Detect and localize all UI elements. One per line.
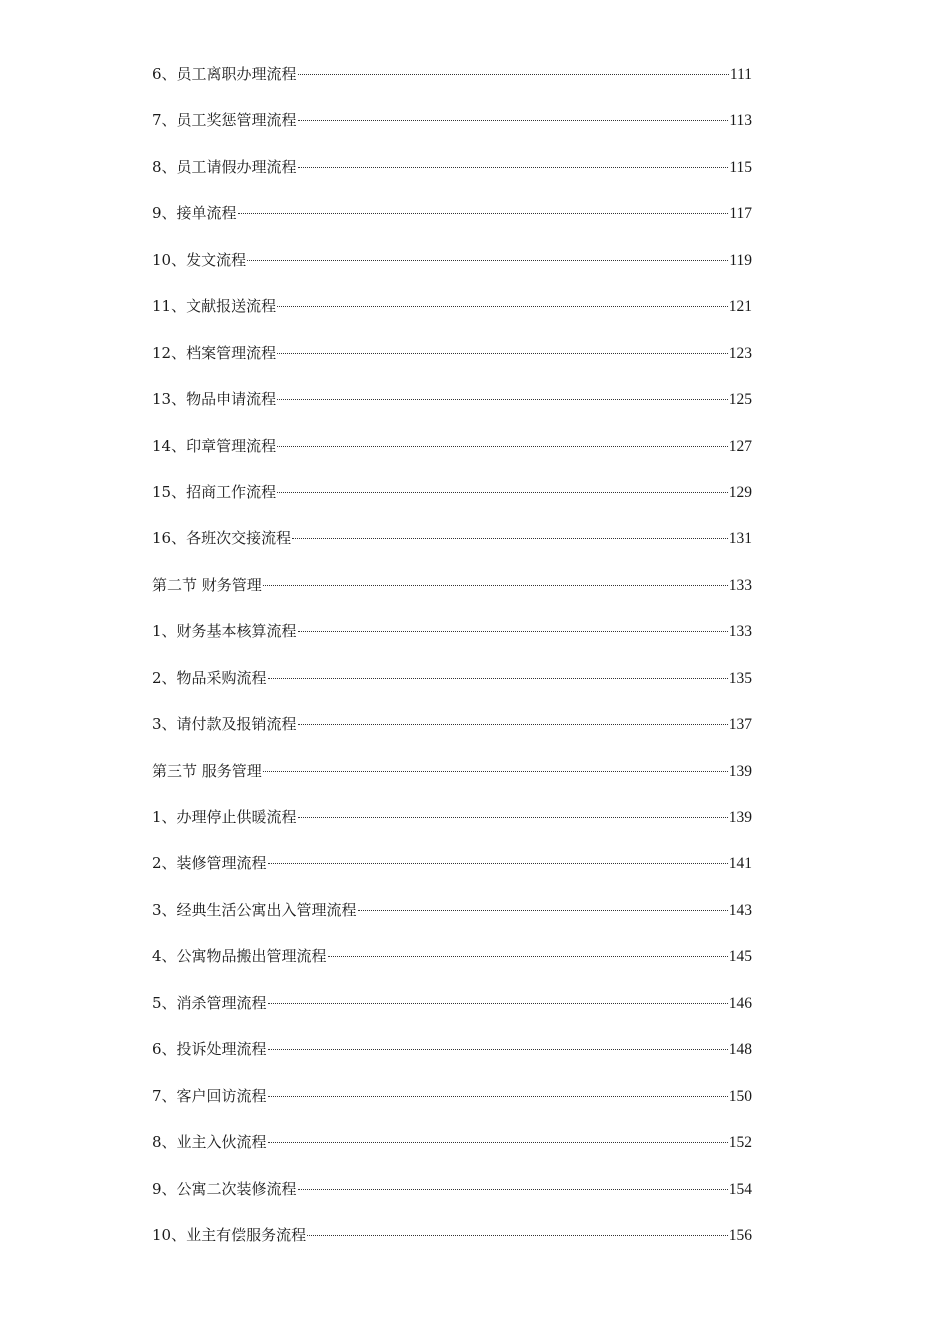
- dot-leader: [298, 631, 728, 632]
- toc-entry-page-number: 139: [728, 809, 752, 826]
- toc-entry[interactable]: [152, 940, 752, 986]
- dot-leader: [298, 167, 729, 168]
- toc-entry-page-number: 129: [728, 483, 752, 501]
- toc-entry[interactable]: [152, 58, 752, 104]
- toc-entry-title: 5、消杀管理流程: [152, 993, 267, 1012]
- toc-entry-page-number: 150: [728, 1087, 752, 1105]
- toc-entry-title: 6、员工离职办理流程: [152, 65, 297, 83]
- toc-entry[interactable]: [152, 244, 752, 290]
- toc-entry-title: 10、发文流程: [152, 250, 247, 269]
- toc-entry-title: 第二节 财务管理: [152, 575, 262, 594]
- dot-leader: [298, 74, 729, 75]
- toc-entry-title: 7、员工奖惩管理流程: [152, 111, 297, 130]
- toc-entry[interactable]: [152, 894, 752, 940]
- dot-leader: [238, 213, 729, 214]
- toc-entry[interactable]: [152, 197, 752, 243]
- dot-leader: [268, 678, 728, 679]
- toc-entry-page-number: 143: [728, 901, 752, 919]
- toc-entry-page-number: 139: [728, 762, 752, 780]
- dot-leader: [298, 1189, 728, 1190]
- toc-entry-title: 3、经典生活公寓出入管理流程: [152, 900, 357, 919]
- dot-leader: [298, 724, 728, 725]
- dot-leader: [247, 260, 728, 261]
- dot-leader: [268, 863, 728, 864]
- toc-entry-page-number: 154: [728, 1180, 752, 1198]
- toc-entry-page-number: 119: [729, 251, 752, 269]
- dot-leader: [277, 353, 728, 354]
- toc-entry[interactable]: [152, 430, 752, 476]
- dot-leader: [268, 1142, 728, 1143]
- toc-entry-page-number: 141: [728, 855, 752, 873]
- dot-leader: [298, 817, 728, 818]
- toc-entry-page-number: 133: [728, 576, 752, 594]
- toc-entry-title: 8、员工请假办理流程: [152, 157, 297, 176]
- toc-entry[interactable]: [152, 569, 752, 615]
- dot-leader: [292, 538, 728, 539]
- dot-leader: [298, 120, 729, 121]
- toc-entry-title: 8、业主入伙流程: [152, 1133, 267, 1152]
- toc-entry-page-number: 148: [728, 1041, 752, 1059]
- toc-entry[interactable]: [152, 337, 752, 383]
- toc-entry-title: 7、客户回访流程: [152, 1086, 267, 1105]
- toc-entry-page-number: 115: [729, 158, 752, 176]
- toc-entry-page-number: 135: [728, 669, 752, 687]
- toc-entry[interactable]: [152, 1033, 752, 1079]
- dot-leader: [268, 1003, 728, 1004]
- toc-entry-title: 第三节 服务管理: [152, 761, 262, 780]
- dot-leader: [263, 585, 728, 586]
- toc-entry-title: 10、业主有偿服务流程: [152, 1225, 307, 1244]
- toc-entry-title: 3、请付款及报销流程: [152, 715, 297, 734]
- toc-entry[interactable]: [152, 1126, 752, 1172]
- toc-entry-page-number: 137: [728, 716, 752, 734]
- toc-entry[interactable]: [152, 290, 752, 336]
- toc-entry[interactable]: [152, 1173, 752, 1219]
- toc-entry[interactable]: [152, 987, 752, 1033]
- toc-entry-title: 1、财务基本核算流程: [152, 622, 297, 641]
- toc-entry-page-number: 123: [728, 344, 752, 362]
- toc-entry-page-number: 146: [728, 994, 752, 1012]
- toc-entry-title: 11、文献报送流程: [152, 297, 277, 316]
- dot-leader: [263, 771, 728, 772]
- toc-entry[interactable]: [152, 615, 752, 661]
- toc-entry-title: 1、办理停止供暖流程: [152, 808, 297, 826]
- toc-entry[interactable]: [152, 847, 752, 893]
- toc-entry-page-number: 111: [729, 66, 752, 83]
- toc-entry-page-number: 127: [728, 437, 752, 455]
- toc-entry-page-number: 121: [728, 298, 752, 316]
- dot-leader: [277, 306, 728, 307]
- toc-entry-title: 13、物品申请流程: [152, 390, 277, 409]
- toc-entry[interactable]: [152, 151, 752, 197]
- toc-entry-page-number: 156: [728, 1226, 752, 1244]
- toc-entry[interactable]: [152, 755, 752, 801]
- toc-entry-title: 4、公寓物品搬出管理流程: [152, 947, 327, 966]
- table-of-contents: [152, 58, 752, 1265]
- toc-entry-page-number: 113: [729, 112, 752, 130]
- toc-entry[interactable]: [152, 662, 752, 708]
- toc-entry[interactable]: [152, 801, 752, 847]
- dot-leader: [328, 956, 728, 957]
- dot-leader: [277, 399, 728, 400]
- toc-entry-title: 16、各班次交接流程: [152, 529, 292, 548]
- dot-leader: [277, 492, 728, 493]
- toc-entry-title: 12、档案管理流程: [152, 343, 277, 362]
- toc-entry-title: 9、接单流程: [152, 204, 237, 223]
- toc-entry-title: 9、公寓二次装修流程: [152, 1179, 297, 1198]
- toc-entry[interactable]: [152, 104, 752, 150]
- toc-entry-title: 14、印章管理流程: [152, 436, 277, 455]
- toc-entry-title: 2、装修管理流程: [152, 854, 267, 873]
- toc-entry-title: 2、物品采购流程: [152, 668, 267, 687]
- toc-entry-page-number: 145: [728, 948, 752, 966]
- toc-entry[interactable]: [152, 1080, 752, 1126]
- toc-entry[interactable]: [152, 522, 752, 568]
- toc-entry[interactable]: [152, 1219, 752, 1265]
- dot-leader: [358, 910, 728, 911]
- toc-entry-page-number: 152: [728, 1134, 752, 1152]
- toc-entry-title: 6、投诉处理流程: [152, 1040, 267, 1059]
- toc-entry[interactable]: [152, 476, 752, 522]
- toc-entry-page-number: 125: [728, 391, 752, 409]
- toc-entry[interactable]: [152, 708, 752, 754]
- toc-entry-page-number: 133: [728, 623, 752, 641]
- toc-entry-title: 15、招商工作流程: [152, 482, 277, 501]
- toc-entry-page-number: 117: [729, 205, 752, 223]
- toc-entry-page-number: 131: [728, 530, 752, 548]
- dot-leader: [268, 1096, 728, 1097]
- dot-leader: [277, 446, 728, 447]
- dot-leader: [307, 1235, 728, 1236]
- toc-entry[interactable]: [152, 383, 752, 429]
- dot-leader: [268, 1049, 728, 1050]
